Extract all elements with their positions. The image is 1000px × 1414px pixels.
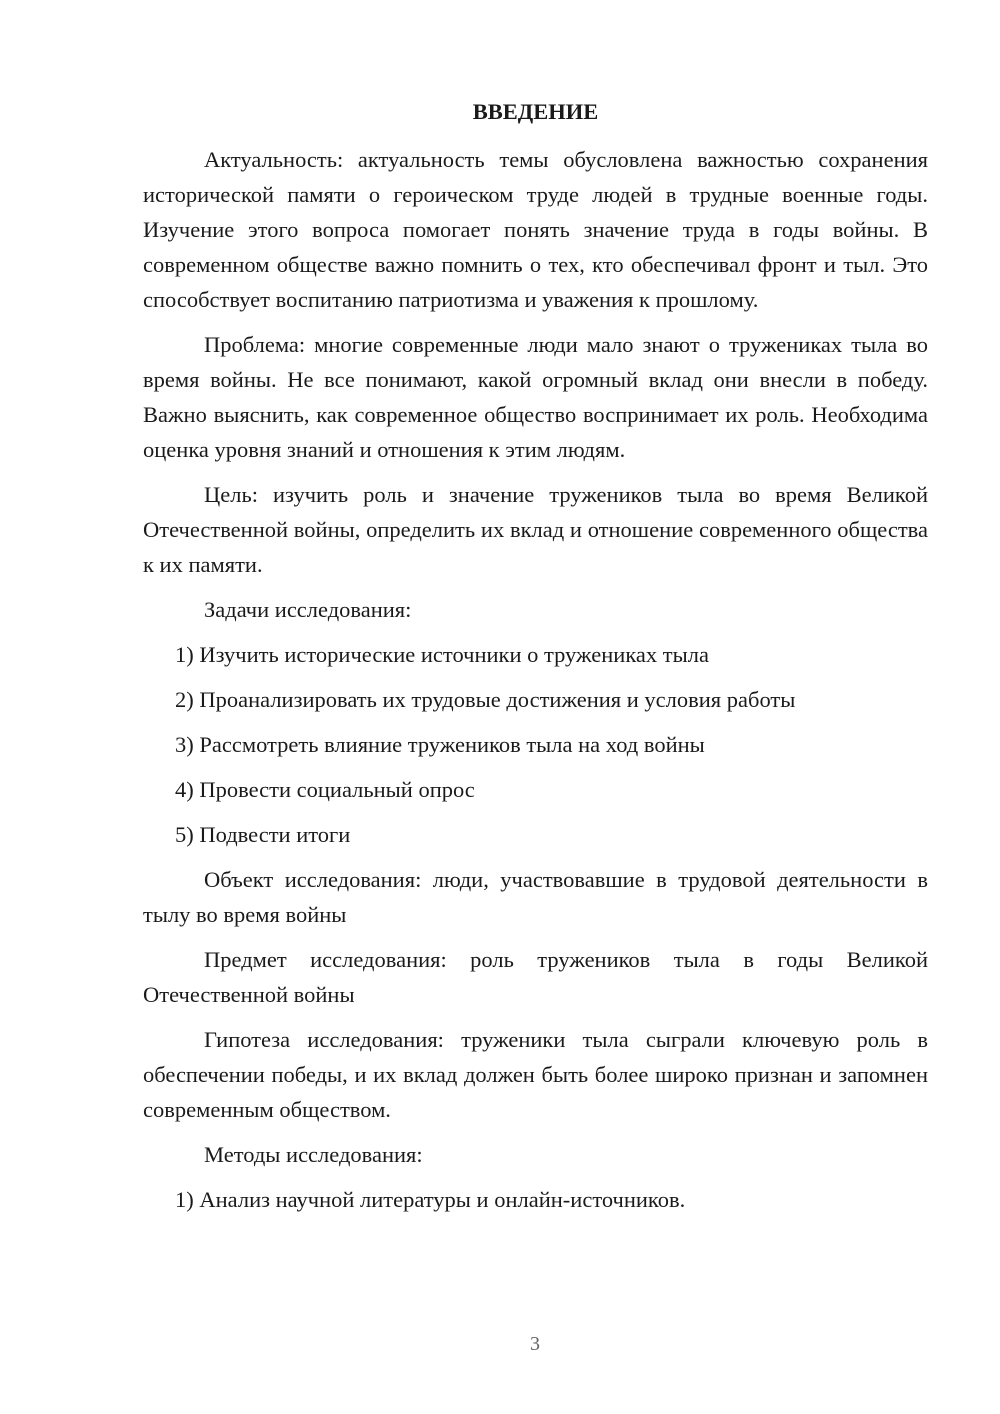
list-item: 2) Проанализировать их трудовые достижения и условия работы [175,687,796,712]
methods-heading: Методы исследования: [204,1142,423,1167]
page-number: 3 [530,1333,540,1355]
document-page [143,94,928,1227]
list-item: 4) Провести социальный опрос [175,777,475,802]
tasks-list [143,637,928,852]
relevance-paragraph: Актуальность: актуальность темы обусловлена важностью сохранения исторической памяти о героическом труде людей в трудные военные годы. Изучение этого вопроса помогает понять значение труда в годы войны. В современном обществе важно помнить о тех, кто обеспечивал фронт и тыл. Это способствует воспитанию патриотизма и уважения к прошлому. [143,147,928,312]
list-item: 5) Подвести итоги [175,822,351,847]
list-item: 3) Рассмотреть влияние тружеников тыла на ход войны [175,732,705,757]
methods-list [143,1182,928,1217]
subject-paragraph: Предмет исследования: роль тружеников тыла в годы Великой Отечественной войны [143,947,928,1007]
list-item: 1) Анализ научной литературы и онлайн-источников. [175,1187,686,1212]
section-title: ВВЕДЕНИЕ [472,99,599,124]
hypothesis-paragraph: Гипотеза исследования: труженики тыла сыграли ключевую роль в обеспечении победы, и их вклад должен быть более широко признан и запомнен современным обществом. [143,1027,928,1122]
tasks-heading: Задачи исследования: [204,597,412,622]
goal-paragraph: Цель: изучить роль и значение тружеников тыла во время Великой Отечественной войны, определить их вклад и отношение современного общества к их памяти. [143,482,928,577]
problem-paragraph: Проблема: многие современные люди мало знают о тружениках тыла во время войны. Не все понимают, какой огромный вклад они внесли в победу. Важно выяснить, как современное общество воспринимает их роль. Необходима оценка уровня знаний и отношения к этим людям. [143,332,928,462]
object-paragraph: Объект исследования: люди, участвовавшие в трудовой деятельности в тылу во время войны [143,867,928,927]
list-item: 1) Изучить исторические источники о тружениках тыла [175,642,709,667]
